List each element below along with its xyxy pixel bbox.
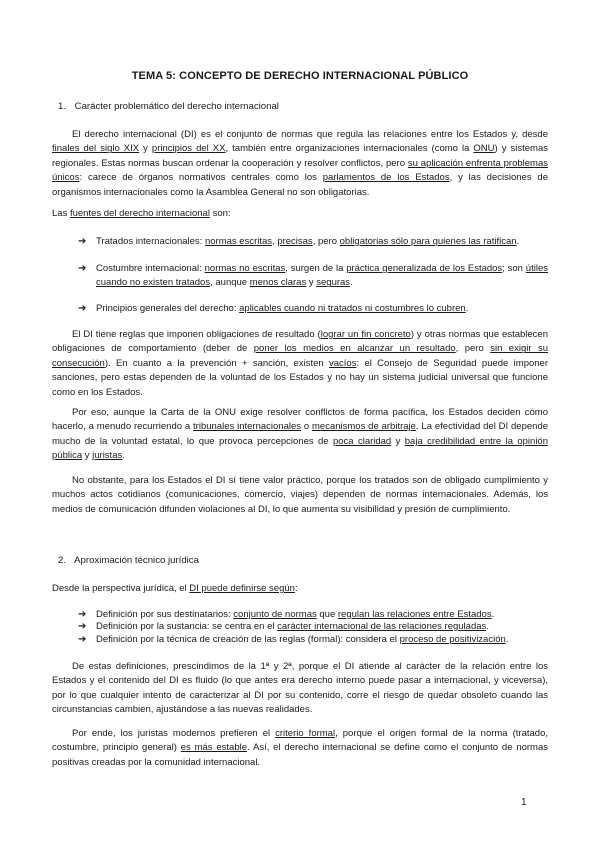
text-run: ). En cuanto a la prevención + sanción, existen bbox=[104, 357, 329, 369]
arrow-icon: ➔ bbox=[78, 621, 87, 632]
text-run: El DI tiene reglas que imponen obligaciones de resultado ( bbox=[72, 329, 321, 340]
underlined-run: carácter internacional de las relaciones reguladas bbox=[277, 621, 487, 632]
text-run: . bbox=[516, 236, 520, 247]
underlined-run: aplicables cuando ni tratados ni costumbres lo cubren bbox=[239, 303, 466, 314]
underlined-run: seguras bbox=[316, 277, 351, 289]
section-2-paragraph-3 bbox=[52, 727, 548, 770]
section-1-paragraph-2 bbox=[52, 207, 548, 221]
text-run: Tratados internacionales: bbox=[96, 236, 205, 247]
text-run: , pero bbox=[312, 236, 340, 247]
underlined-run: mecanismos de arbitraje bbox=[312, 421, 416, 433]
text-run: : bbox=[294, 583, 298, 594]
bullet-costumbre bbox=[78, 262, 548, 291]
text-run: El derecho internacional (DI) es el conjunto de normas que regula las relaciones entre los Estados y, desde bbox=[72, 129, 548, 140]
underlined-run: proceso de positivización bbox=[399, 634, 506, 645]
text-run: . bbox=[350, 277, 353, 289]
underlined-run: práctica generalizada de los Estados bbox=[346, 263, 503, 274]
underlined-run: baja credibilidad entre la opinión pública bbox=[52, 435, 549, 462]
bullet-text bbox=[78, 262, 548, 291]
section-2-heading bbox=[58, 555, 199, 566]
text-run: Las bbox=[52, 208, 70, 219]
text-run: : carece de órganos normativos centrales como los bbox=[79, 172, 323, 184]
text-run: ) y sistemas regionales. Estas normas buscan ordenar la cooperación y resolver conflictos, pero bbox=[52, 143, 548, 169]
text-run: . Así, el derecho internacional se define como el conjunto de normas positivas creadas por la comunidad internacional. bbox=[52, 742, 548, 768]
bullet-tecnica bbox=[78, 633, 548, 647]
text-run: , aunque bbox=[210, 277, 250, 289]
bullet-tratados bbox=[78, 235, 548, 249]
underlined-run: DI puede definirse según bbox=[189, 583, 295, 594]
text-run: : el Consejo de Seguridad puede imponer sanciones, pero estas dependen de la voluntad de los Estados y no hay un sistema judicial universal que funcione como en los Estados. bbox=[52, 357, 549, 398]
text-run: Desde la perspectiva jurídica, el bbox=[52, 583, 190, 594]
underlined-run: normas escritas bbox=[204, 236, 273, 247]
underlined-run: parlamentos de los Estados bbox=[322, 172, 450, 184]
arrow-icon: ➔ bbox=[78, 303, 87, 314]
text-run: , porque el origen formal de la norma (tratado, costumbre, principio general) bbox=[52, 728, 548, 754]
bullet-text bbox=[78, 302, 548, 316]
text-run: Costumbre internacional: bbox=[96, 263, 205, 274]
page-number: 1 bbox=[521, 797, 527, 808]
section-1-paragraph-1 bbox=[52, 128, 548, 200]
section-1-number: 1. bbox=[58, 101, 67, 112]
text-run: son: bbox=[209, 208, 231, 219]
underlined-run: menos claras bbox=[249, 277, 307, 289]
underlined-run: regulan las relaciones entre Estados bbox=[337, 609, 492, 620]
text-run: . bbox=[491, 609, 495, 620]
text-run: , bbox=[272, 236, 278, 247]
text-run: ) y otras normas que establecen obligaciones de comportamiento (deber de bbox=[52, 329, 548, 355]
text-run: Definición por la técnica de creación de las reglas (formal): considera el bbox=[96, 634, 400, 645]
underlined-run: criterio formal bbox=[275, 728, 336, 739]
text-run: Principios generales del derecho: bbox=[96, 303, 240, 314]
text-run: , pero bbox=[455, 343, 491, 355]
text-run: que bbox=[316, 609, 338, 620]
text-run: Por ende, los juristas modernos prefieren el bbox=[72, 728, 276, 739]
underlined-run: precisas bbox=[277, 236, 313, 247]
text-run: . bbox=[505, 634, 509, 645]
text-run: y bbox=[139, 143, 152, 155]
underlined-run: poner los medios en alcanzar un resultado bbox=[253, 343, 456, 355]
bullet-text bbox=[78, 633, 548, 647]
underlined-run: juristas bbox=[92, 450, 123, 462]
text-run: . La efectividad del DI depende mucho de la voluntad estatal, lo que provoca percepciones de bbox=[52, 421, 549, 447]
section-1-paragraph-5: No obstante, para los Estados el DI sí tiene valor práctico, porque los tratados son de obligado cumplimiento y muchos actos cotidianos (comunicaciones, comercio, viajes) dependen de normas internacionales. Además, los medios de comunicación difunden violaciones al DI, lo que aumenta su visibilidad y presión de cumplimiento. bbox=[52, 475, 548, 515]
underlined-run: útiles cuando no existen tratados bbox=[96, 263, 548, 289]
underlined-run: sin exigir su consecución bbox=[52, 343, 548, 369]
text-run: Por eso, aunque la Carta de la ONU exige resolver conflictos de forma pacífica, los Estados deciden cómo hacerlo, a menudo recurriendo a bbox=[52, 407, 548, 433]
section-2-number: 2. bbox=[58, 555, 67, 566]
text-run: y bbox=[82, 450, 93, 462]
underlined-run: lograr un fin concreto bbox=[320, 329, 411, 340]
text-run: , surgen de la bbox=[285, 263, 347, 274]
underlined-run: su aplicación enfrenta problemas únicos bbox=[52, 157, 548, 184]
arrow-icon: ➔ bbox=[78, 236, 87, 247]
underlined-run: principios del XX bbox=[151, 143, 226, 155]
text-run: o bbox=[301, 421, 312, 433]
underlined-run: fuentes del derecho internacional bbox=[69, 208, 210, 219]
arrow-icon: ➔ bbox=[78, 609, 87, 620]
section-2-paragraph-1 bbox=[52, 582, 548, 596]
bullet-text bbox=[78, 235, 548, 249]
text-run: . bbox=[486, 621, 489, 632]
underlined-run: obligatorias sólo para quienes las ratifican bbox=[339, 236, 517, 247]
text-run: . bbox=[122, 450, 125, 462]
text-run: ; son bbox=[502, 263, 526, 274]
underlined-run: ONU bbox=[473, 143, 495, 155]
text-run: , también entre organizaciones internacionales (como la bbox=[225, 143, 474, 155]
text-run: . bbox=[465, 303, 469, 314]
underlined-run: conjunto de normas bbox=[233, 609, 317, 620]
text-run: y bbox=[391, 435, 405, 447]
text-run: , y las decisiones de organismos internacionales como la Asamblea General no son obligatorias. bbox=[52, 172, 548, 198]
section-2-paragraph-2: De estas definiciones, prescindimos de la 1ª y 2ª, porque el DI atiende al carácter de la relación entre los Estados y el contenido del DI es fluido (lo que antes era derecho interno puede pasar a internacional, y viceversa), por lo que cualquier intento de caracterizar al DI por su contenido, corre el riesgo de quedar obsoleto cuando las circunstancias cambien, ajustándose a las nuevas realidades. bbox=[52, 661, 548, 716]
section-2-heading-text: Aproximación técnico jurídica bbox=[74, 555, 199, 566]
arrow-icon: ➔ bbox=[78, 263, 87, 274]
section-1-heading-text: Carácter problemático del derecho internacional bbox=[74, 101, 279, 112]
underlined-run: es más estable bbox=[180, 742, 248, 754]
underlined-run: finales del siglo XIX bbox=[52, 143, 140, 155]
text-run: y bbox=[306, 277, 317, 289]
section-1-paragraph-3 bbox=[52, 328, 548, 400]
text-run: Definición por la sustancia: se centra en el bbox=[96, 621, 278, 632]
bullet-principios bbox=[78, 302, 548, 316]
arrow-icon: ➔ bbox=[78, 634, 87, 645]
underlined-run: tribunales internacionales bbox=[193, 421, 301, 433]
document-title: TEMA 5: CONCEPTO DE DERECHO INTERNACIONAL PÚBLICO bbox=[131, 70, 469, 82]
section-1-paragraph-4 bbox=[52, 406, 548, 464]
underlined-run: vacíos bbox=[329, 357, 357, 369]
underlined-run: normas no escritas bbox=[204, 263, 286, 274]
underlined-run: poca claridad bbox=[332, 435, 392, 447]
section-1-heading bbox=[58, 101, 279, 112]
text-run: Definición por sus destinatarios: bbox=[96, 609, 234, 620]
